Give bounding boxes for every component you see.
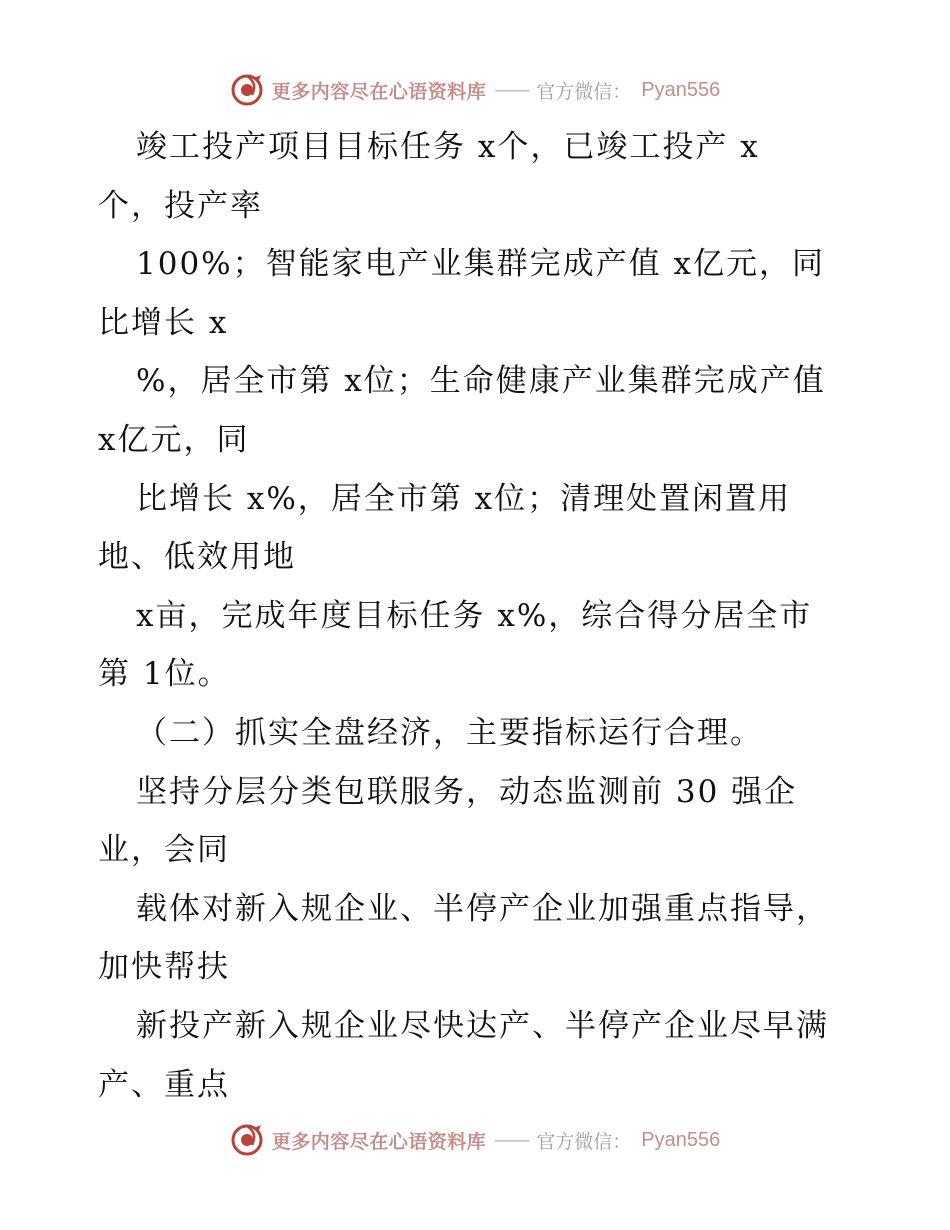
body-line: 100%；智能家电产业集群完成产值 x亿元，同 [136, 246, 825, 283]
brand-logo-icon [230, 73, 264, 107]
footer-wechat-label: 官方微信： [536, 1130, 632, 1153]
body-line: 比增长 x%，居全市第 x位；清理处置闲置用 [136, 480, 792, 517]
document-body [98, 118, 888, 1114]
footer-wechat-id: Pyan556 [641, 1128, 721, 1151]
footer-brand-text: 更多内容尽在心语资料库 [271, 1130, 487, 1153]
body-line: 业，会同 [98, 832, 230, 869]
header-brand-text: 更多内容尽在心语资料库 [271, 80, 487, 103]
body-line: 比增长 x [98, 304, 229, 341]
body-line: 坚持分层分类包联服务，动态监测前 30 强企 [136, 773, 798, 810]
body-line: 产、重点 [98, 1066, 230, 1103]
footer-banner [0, 1120, 950, 1160]
header-wechat-label: 官方微信： [536, 80, 632, 103]
body-line: 竣工投产项目目标任务 x个，已竣工投产 x [136, 129, 760, 165]
header-dash: —— [494, 79, 529, 101]
header-banner [0, 70, 950, 110]
body-line: 载体对新入规企业、半停产企业加强重点指导， [136, 890, 829, 927]
header-wechat-id: Pyan556 [641, 78, 721, 101]
footer-dash: —— [494, 1129, 529, 1151]
body-line: 第 1位。 [98, 656, 231, 693]
body-line: x亿元，同 [98, 421, 250, 458]
body-line: 地、低效用地 [98, 539, 296, 576]
body-line: %，居全市第 x位；生命健康产业集群完成产值 [136, 363, 826, 400]
body-line: 加快帮扶 [98, 949, 230, 986]
body-line: x亩，完成年度目标任务 x%，综合得分居全市 [136, 597, 813, 634]
section-heading: （二）抓实全盘经济，主要指标运行合理。 [136, 714, 763, 751]
body-line: 个，投产率 [98, 187, 263, 224]
body-line: 新投产新入规企业尽快达产、半停产企业尽早满 [136, 1007, 829, 1044]
brand-logo-icon [230, 1123, 264, 1157]
